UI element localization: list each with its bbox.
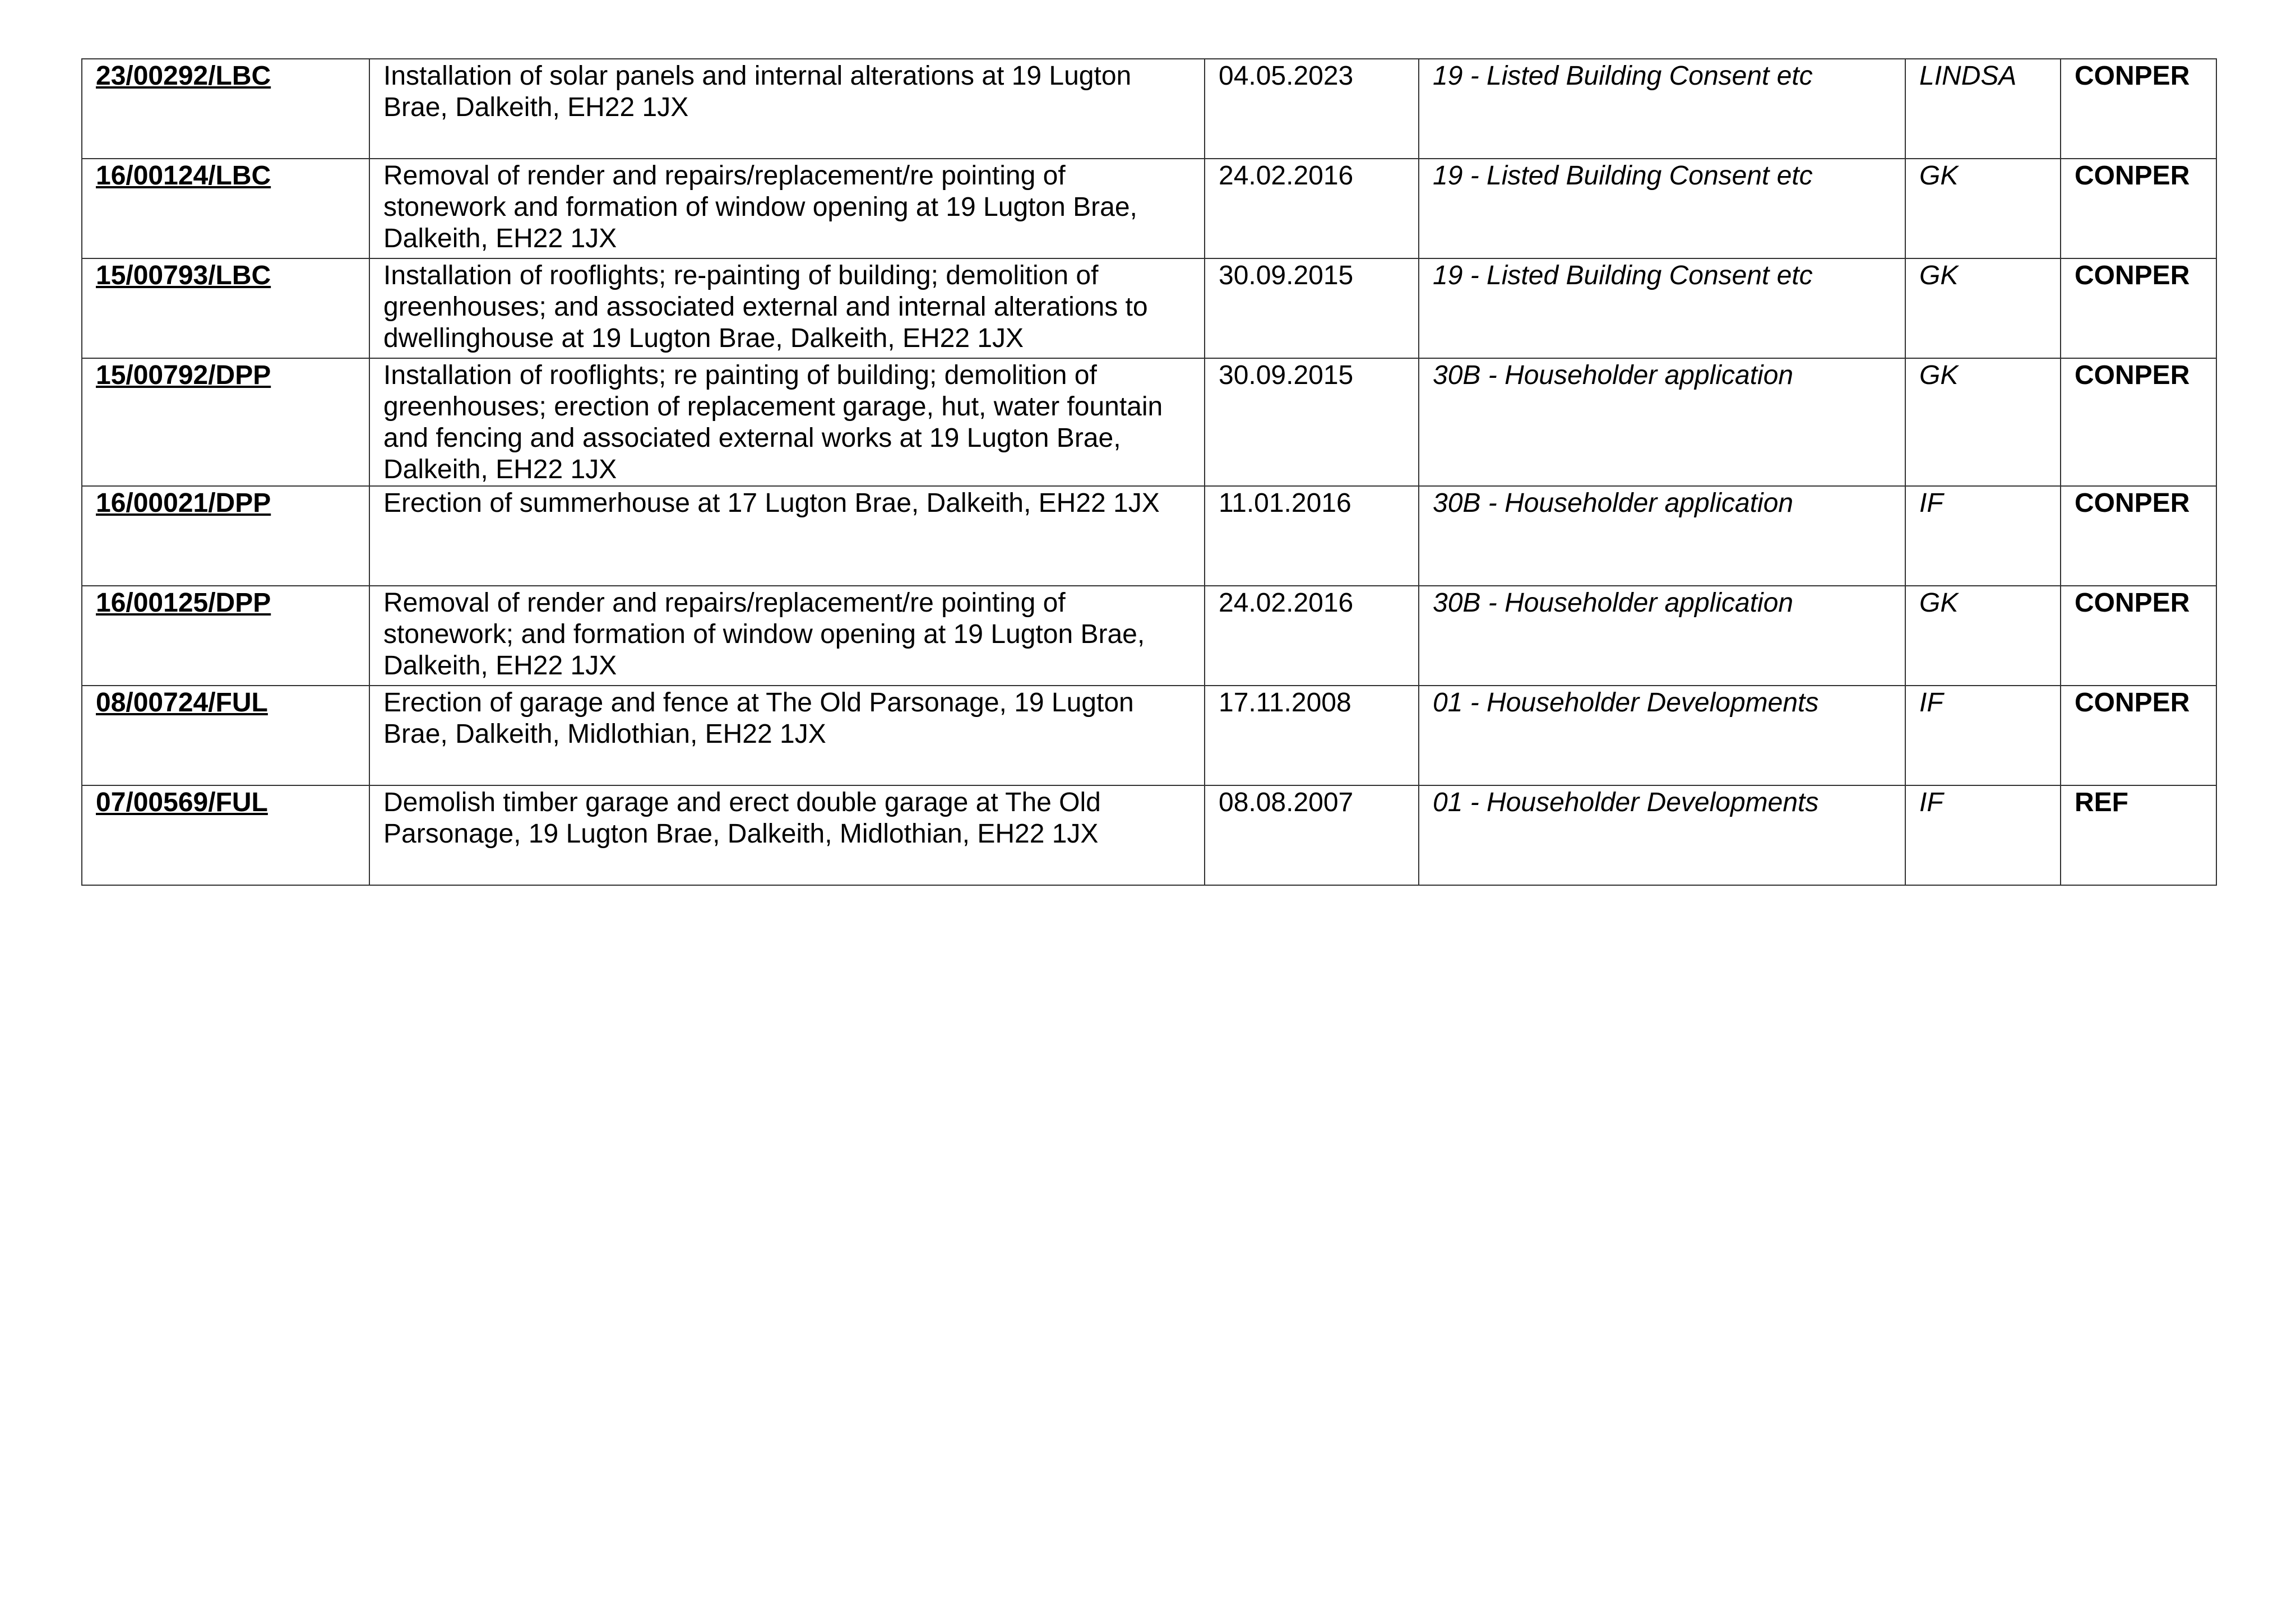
- table-row: [82, 686, 2216, 785]
- table-row: [82, 358, 2216, 486]
- reference-cell: [82, 686, 369, 785]
- date-cell: 24.02.2016: [1205, 586, 1419, 686]
- decision-cell: CONPER: [2061, 586, 2216, 686]
- reference-link[interactable]: 16/00125/DPP: [96, 588, 271, 618]
- reference-cell: [82, 258, 369, 358]
- officer-cell: GK: [1905, 258, 2061, 358]
- description-cell: Removal of render and repairs/replacement/re pointing of stonework; and formation of window opening at 19 Lugton Brae, Dalkeith, EH22 1JX: [369, 586, 1205, 686]
- type-cell: 19 - Listed Building Consent etc: [1419, 159, 1905, 258]
- reference-link[interactable]: 07/00569/FUL: [96, 788, 268, 817]
- date-cell: 08.08.2007: [1205, 785, 1419, 885]
- reference-cell: [82, 358, 369, 486]
- reference-link[interactable]: 08/00724/FUL: [96, 688, 268, 718]
- reference-link[interactable]: 23/00292/LBC: [96, 61, 271, 91]
- type-cell: 30B - Householder application: [1419, 586, 1905, 686]
- officer-cell: IF: [1905, 785, 2061, 885]
- description-cell: Installation of solar panels and internal alterations at 19 Lugton Brae, Dalkeith, EH22 1JX: [369, 59, 1205, 159]
- description-cell: Installation of rooflights; re painting of building; demolition of greenhouses; erection of replacement garage, hut, water fountain and fencing and associated external works at 19 Lugton Brae, Dalkeith, EH22 1JX: [369, 358, 1205, 486]
- type-cell: 19 - Listed Building Consent etc: [1419, 258, 1905, 358]
- reference-link[interactable]: 15/00793/LBC: [96, 261, 271, 290]
- decision-cell: CONPER: [2061, 258, 2216, 358]
- table-row: [82, 159, 2216, 258]
- reference-cell: [82, 486, 369, 586]
- date-cell: 17.11.2008: [1205, 686, 1419, 785]
- table-row: [82, 59, 2216, 159]
- reference-cell: [82, 785, 369, 885]
- decision-cell: CONPER: [2061, 686, 2216, 785]
- description-cell: Demolish timber garage and erect double garage at The Old Parsonage, 19 Lugton Brae, Dalkeith, Midlothian, EH22 1JX: [369, 785, 1205, 885]
- officer-cell: LINDSA: [1905, 59, 2061, 159]
- table-row: [82, 258, 2216, 358]
- officer-cell: IF: [1905, 486, 2061, 586]
- decision-cell: REF: [2061, 785, 2216, 885]
- date-cell: 24.02.2016: [1205, 159, 1419, 258]
- planning-applications-table: [81, 58, 2217, 886]
- table-row: [82, 586, 2216, 686]
- type-cell: 30B - Householder application: [1419, 358, 1905, 486]
- type-cell: 30B - Householder application: [1419, 486, 1905, 586]
- date-cell: 30.09.2015: [1205, 358, 1419, 486]
- decision-cell: CONPER: [2061, 159, 2216, 258]
- description-cell: Erection of garage and fence at The Old Parsonage, 19 Lugton Brae, Dalkeith, Midlothian, EH22 1JX: [369, 686, 1205, 785]
- type-cell: 01 - Householder Developments: [1419, 785, 1905, 885]
- date-cell: 30.09.2015: [1205, 258, 1419, 358]
- reference-cell: [82, 159, 369, 258]
- reference-link[interactable]: 15/00792/DPP: [96, 360, 271, 390]
- decision-cell: CONPER: [2061, 59, 2216, 159]
- table-row: [82, 785, 2216, 885]
- type-cell: 01 - Householder Developments: [1419, 686, 1905, 785]
- description-cell: Removal of render and repairs/replacement/re pointing of stonework and formation of window opening at 19 Lugton Brae, Dalkeith, EH22 1JX: [369, 159, 1205, 258]
- reference-cell: [82, 59, 369, 159]
- table-row: [82, 486, 2216, 586]
- date-cell: 11.01.2016: [1205, 486, 1419, 586]
- decision-cell: CONPER: [2061, 358, 2216, 486]
- officer-cell: GK: [1905, 586, 2061, 686]
- decision-cell: CONPER: [2061, 486, 2216, 586]
- officer-cell: GK: [1905, 159, 2061, 258]
- date-cell: 04.05.2023: [1205, 59, 1419, 159]
- description-cell: Installation of rooflights; re-painting of building; demolition of greenhouses; and associated external and internal alterations to dwellinghouse at 19 Lugton Brae, Dalkeith, EH22 1JX: [369, 258, 1205, 358]
- officer-cell: GK: [1905, 358, 2061, 486]
- type-cell: 19 - Listed Building Consent etc: [1419, 59, 1905, 159]
- description-cell: Erection of summerhouse at 17 Lugton Brae, Dalkeith, EH22 1JX: [369, 486, 1205, 586]
- officer-cell: IF: [1905, 686, 2061, 785]
- reference-link[interactable]: 16/00124/LBC: [96, 161, 271, 191]
- reference-link[interactable]: 16/00021/DPP: [96, 488, 271, 518]
- reference-cell: [82, 586, 369, 686]
